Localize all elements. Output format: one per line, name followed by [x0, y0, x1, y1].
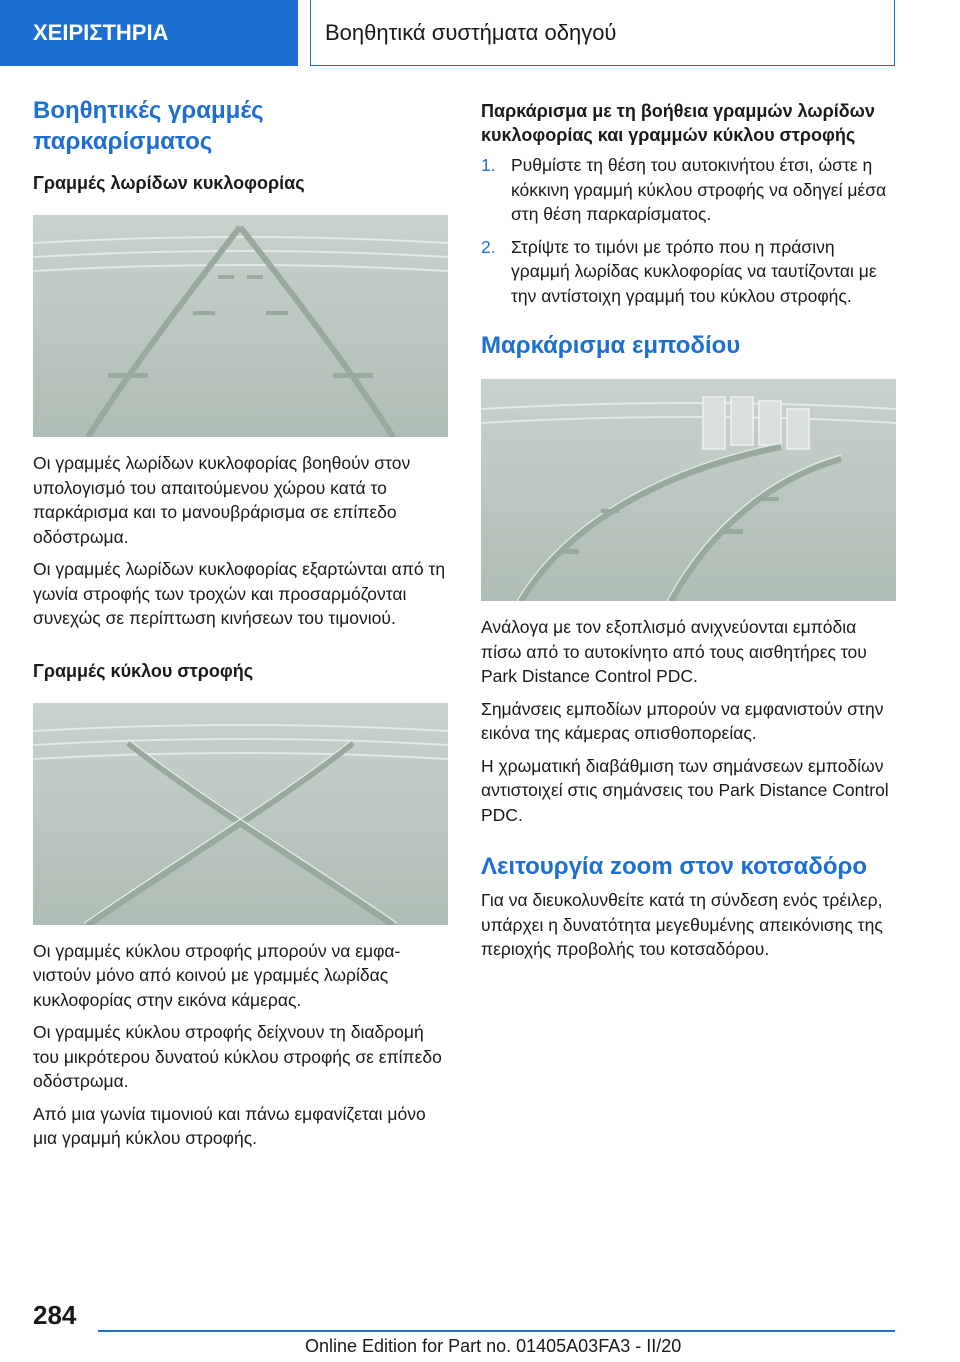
subheading-lane-lines: Γραμμές λωρίδων κυκλοφορίας [33, 173, 305, 193]
step-text: Στρίψτε το τιμόνι με τρόπο που η πράσινη γραμμή λωρίδας κυκλοφορίας να ταυτίζονται με την αντίστοιχη γραμμή του κύκλου στροφής. [511, 236, 877, 306]
section-heading-trailer-zoom: Λειτουργία zoom στον κοτσαδόρο [481, 853, 868, 880]
step-text: Ρυθμίστε τη θέση του αυτοκινήτου έτσι, ώστε η κόκκινη γραμμή κύκλου στροφής να οδηγεί μέσα στη θέση παρκαρίσματος. [511, 155, 887, 224]
section-heading-obstacle-marking: Μαρκάρισμα εμποδίου [481, 332, 741, 359]
paragraph: Ανάλογα με τον εξοπλισμό ανιχνεύονται εμπόδια πίσω από το αυτοκίνητο από τους αισθητήρες του Park Distance Control PDC. [481, 617, 867, 686]
step-number: 2. [481, 236, 496, 257]
paragraph: Οι γραμμές κύκλου στροφής μπορούν να εμφανιστούν μόνο από κοινού με γραμμές λωρίδας κυκλοφορίας στην εικόνα κάμερας. [33, 940, 401, 1010]
camera-view-background [33, 703, 448, 925]
paragraph: Από μια γωνία τιμονιού και πάνω εμφανίζεται μόνο μια γραμμή κύκλου στροφής. [33, 1103, 426, 1148]
paragraph: Για να διευκολυνθείτε κατά τη σύνδεση ενός τρέιλερ, υπάρχει η δυνατότητα μεγεθυμένης απεικόνισης της περιοχής προβολής του κοτσαδόρου. [481, 890, 883, 959]
paragraph: Οι γραμμές λωρίδων κυκλοφορίας βοηθούν στον υπολογισμό του απαιτούμενου χώρου κατά το παρκάρισμα και το μανουβράρισμα σε επίπεδο οδόστρωμα. [33, 453, 411, 547]
subheading-turning-circle: Γραμμές κύκλου στροφής [33, 660, 254, 681]
paragraph: Οι γραμμές λωρίδων κυκλοφορίας εξαρτώνται από τη γωνία στροφής των τροχών και προσαρμόζονται συνεχώς σε περίπτωση κινήσεων του τιμονιού. [33, 559, 446, 628]
paragraph: Η χρωματική διαβάθμιση των σημάνσεων εμποδίων αντιστοιχεί στις σημάνσεις του Park Distance Control PDC. [481, 755, 889, 825]
list-item [481, 153, 896, 227]
subheading-parking-with-lines: Παρκάρισμα με τη βοήθεια γραμμών λωρίδων κυκλοφορίας και γραμμών κύκλου στροφής [481, 101, 875, 145]
list-item [481, 235, 896, 309]
header-chapter: Βοηθητικά συστήματα οδηγού [310, 0, 895, 66]
footer-divider [98, 1330, 895, 1332]
header-section: ΧΕΙΡΙΣΤΗΡΙΑ [0, 0, 298, 66]
steps-list [481, 153, 896, 308]
paragraph: Σημάνσεις εμποδίων μπορούν να εμφανιστούν στην εικόνα της κάμερας οπισθοπορείας. [481, 698, 884, 743]
footer-edition: Online Edition for Part no. 01405A03FA3 - II/20 [305, 1336, 682, 1356]
step-number: 1. [481, 155, 496, 175]
paragraph: Οι γραμμές κύκλου στροφής δείχνουν τη διαδρομή του μικρότερου δυνατού κύκλου στροφής σε επίπεδο οδόστρωμα. [33, 1022, 442, 1091]
turning-circle-figure [33, 703, 448, 925]
right-column [481, 95, 896, 962]
lane-lines-figure [33, 215, 448, 437]
section-heading-parking-lines: Βοηθητικές γραμμές παρκαρίσματος [33, 97, 264, 155]
left-column [33, 95, 448, 1151]
camera-view-background [33, 215, 448, 437]
page-number: 284 [33, 1300, 77, 1330]
obstacle-marking-figure [481, 379, 896, 601]
